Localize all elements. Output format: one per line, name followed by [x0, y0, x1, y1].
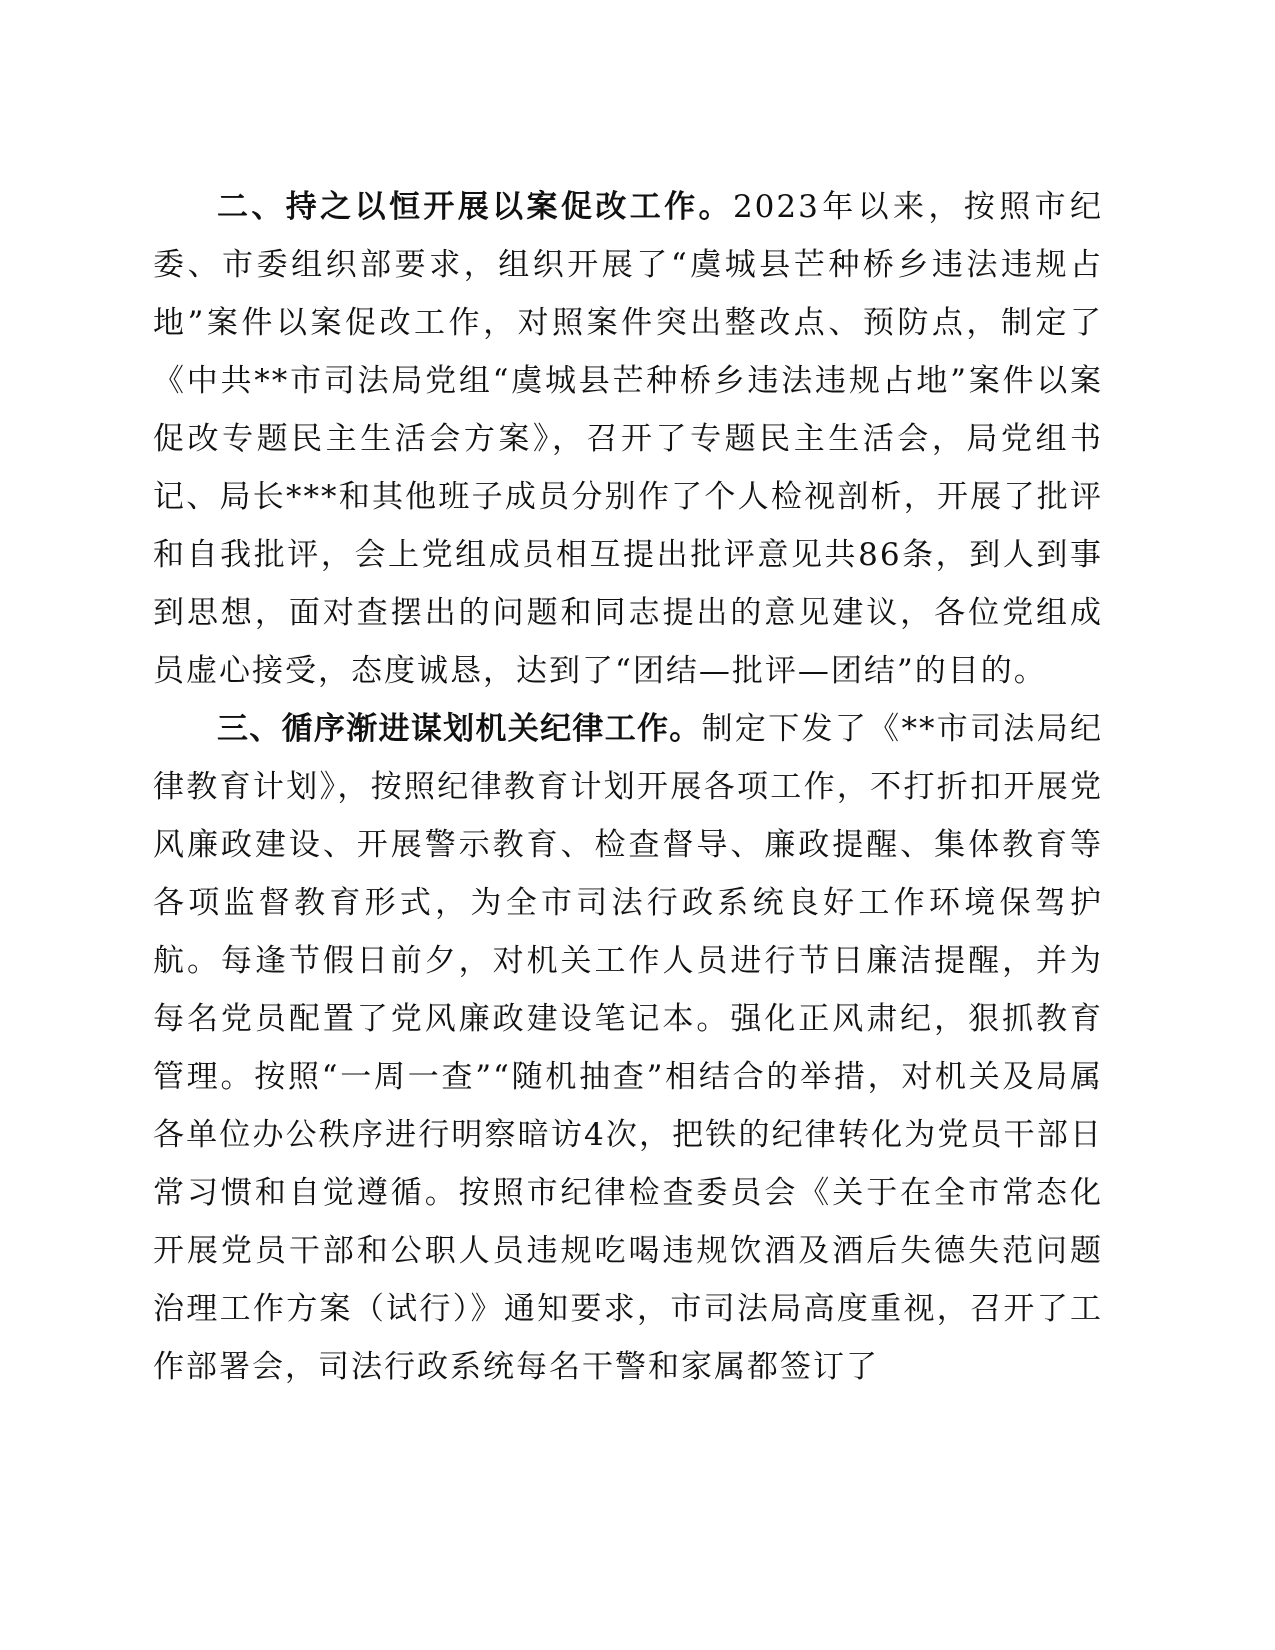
paragraph-section-3 [153, 700, 1103, 1396]
section-2-heading: 二、持之以恒开展以案促改工作。 [217, 189, 733, 225]
paragraph-section-2 [153, 178, 1103, 700]
section-2-text: 2023年以来，按照市纪委、市委组织部要求，组织开展了“虞城县芒种桥乡违法违规占地”案件以案促改工作，对照案件突出整改点、预防点，制定了《中共**市司法局党组“虞城县芒种桥乡违法违规占地”案件以案促改专题民主生活会方案》，召开了专题民主生活会，局党组书记、局长***和其他班子成员分别作了个人检视剖析，开展了批评和自我批评，会上党组成员相互提出批评意见共86条，到人到事到思想，面对查摆出的问题和同志提出的意见建议，各位党组成员虚心接受，态度诚恳，达到了“团结—批评—团结”的目的。 [153, 189, 1103, 689]
section-3-heading: 三、循序渐进谋划机关纪律工作。 [217, 711, 702, 747]
section-3-text: 制定下发了《**市司法局纪律教育计划》，按照纪律教育计划开展各项工作，不打折扣开展党风廉政建设、开展警示教育、检查督导、廉政提醒、集体教育等各项监督教育形式，为全市司法行政系统良好工作环境保驾护航。每逢节假日前夕，对机关工作人员进行节日廉洁提醒，并为每名党员配置了党风廉政建设笔记本。强化正风肃纪，狠抓教育管理。按照“一周一查”“随机抽查”相结合的举措，对机关及局属各单位办公秩序进行明察暗访4次，把铁的纪律转化为党员干部日常习惯和自觉遵循。按照市纪律检查委员会《关于在全市常态化开展党员干部和公职人员违规吃喝违规饮酒及酒后失德失范问题治理工作方案（试行）》通知要求，市司法局高度重视，召开了工作部署会，司法行政系统每名干警和家属都签订了 [153, 711, 1104, 1385]
document-body [153, 178, 1103, 1396]
